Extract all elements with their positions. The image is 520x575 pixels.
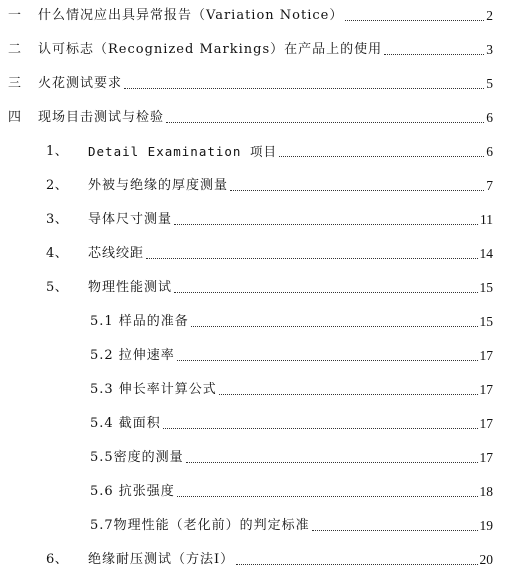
toc-title: 芯线绞距 [88, 246, 145, 261]
toc-title: Detail Examination 项目 [88, 144, 277, 159]
toc-page-number: 14 [479, 246, 493, 261]
toc-row[interactable] [0, 514, 520, 534]
toc-page-number: 2 [486, 8, 493, 23]
dot-leader [174, 222, 478, 225]
toc-number: 2、 [46, 178, 69, 193]
toc-number: 四 [8, 110, 22, 125]
toc-page-number: 11 [480, 212, 493, 227]
toc-page-number: 6 [486, 110, 493, 125]
toc-row[interactable] [0, 446, 520, 466]
toc-page-number: 18 [479, 484, 493, 499]
toc-title: 5.3 伸长率计算公式 [90, 382, 217, 397]
toc-number: 4、 [46, 246, 69, 261]
toc-page-number: 5 [486, 76, 493, 91]
toc-page-number: 15 [479, 280, 493, 295]
dot-leader [174, 290, 477, 293]
toc-title: 5.6 抗张强度 [90, 484, 175, 499]
toc-page-number: 17 [479, 416, 493, 431]
toc-number: 三 [8, 76, 22, 91]
toc-row[interactable] [0, 276, 520, 296]
toc-row[interactable] [0, 106, 520, 126]
toc-title: 绝缘耐压测试（方法I） [88, 552, 235, 567]
dot-leader [219, 392, 478, 395]
dot-leader [166, 120, 484, 123]
toc-page-number: 20 [479, 552, 493, 567]
dot-leader [345, 18, 484, 21]
dot-leader [163, 426, 478, 429]
toc-number: 6、 [46, 552, 69, 567]
toc-page-number: 17 [479, 382, 493, 397]
dot-leader [384, 52, 484, 55]
toc-title: 5.4 截面积 [90, 416, 161, 431]
dot-leader [312, 528, 478, 531]
dot-leader [191, 324, 478, 327]
toc-row[interactable] [0, 4, 520, 24]
toc-number: 二 [8, 42, 22, 57]
dot-leader [236, 562, 477, 565]
toc-row[interactable] [0, 242, 520, 262]
toc-title: 认可标志（Recognized Markings）在产品上的使用 [38, 42, 383, 57]
toc-title: 火花测试要求 [38, 76, 123, 91]
toc-row[interactable] [0, 310, 520, 330]
toc-row[interactable] [0, 480, 520, 500]
dot-leader [177, 494, 478, 497]
toc-page-number: 6 [486, 144, 493, 159]
dot-leader [124, 86, 484, 89]
toc-row[interactable] [0, 208, 520, 228]
toc-row[interactable] [0, 378, 520, 398]
toc-title: 5.7物理性能（老化前）的判定标准 [90, 518, 310, 533]
toc-title: 5.2 拉伸速率 [90, 348, 175, 363]
toc-page-number: 7 [486, 178, 493, 193]
dot-leader [230, 188, 484, 191]
toc-page-number: 17 [479, 450, 493, 465]
dot-leader [177, 358, 478, 361]
toc-title: 5.5密度的测量 [90, 450, 184, 465]
toc-row[interactable] [0, 548, 520, 568]
toc-row[interactable] [0, 38, 520, 58]
dot-leader [186, 460, 478, 463]
toc-page-number: 17 [479, 348, 493, 363]
toc-number: 1、 [46, 144, 69, 159]
toc-row[interactable] [0, 174, 520, 194]
toc-title: 导体尺寸测量 [88, 212, 173, 227]
dot-leader [146, 256, 477, 259]
toc-row[interactable] [0, 344, 520, 364]
toc-page-number: 19 [479, 518, 493, 533]
toc-title: 现场目击测试与检验 [38, 110, 165, 125]
toc-title: 外被与绝缘的厚度测量 [88, 178, 229, 193]
dot-leader [279, 154, 484, 157]
toc-title: 5.1 样品的准备 [90, 314, 189, 329]
toc-title: 什么情况应出具异常报告（Variation Notice） [38, 8, 344, 23]
toc-number: 3、 [46, 212, 69, 227]
toc-row[interactable] [0, 412, 520, 432]
toc-row[interactable] [0, 72, 520, 92]
toc-title: 物理性能测试 [88, 280, 173, 295]
toc-page-number: 15 [479, 314, 493, 329]
toc-page-number: 3 [486, 42, 493, 57]
toc-number: 5、 [46, 280, 69, 295]
toc-number: 一 [8, 8, 22, 23]
toc-row[interactable] [0, 140, 520, 160]
